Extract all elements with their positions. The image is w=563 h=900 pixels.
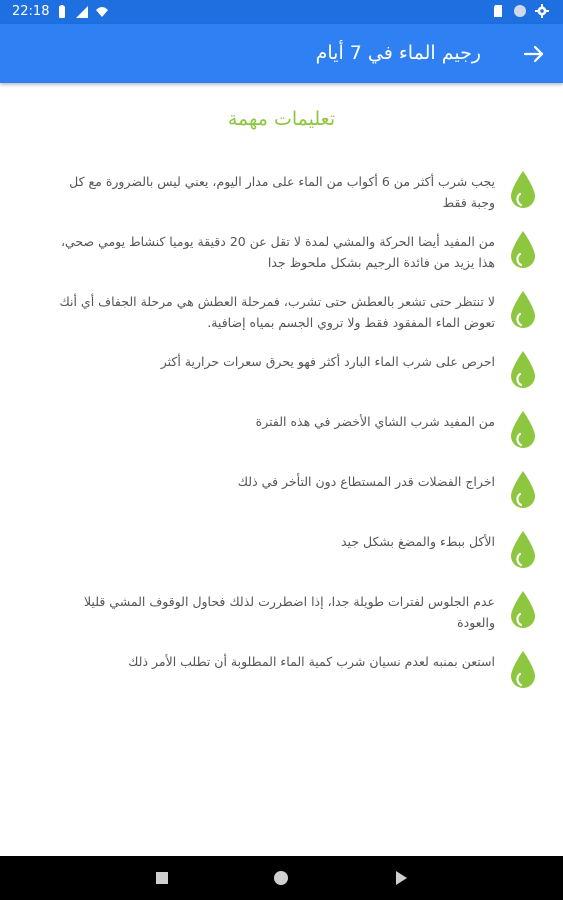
status-left <box>12 4 109 20</box>
status-bar <box>0 0 563 24</box>
signal-icon <box>75 5 89 19</box>
sd-card-icon <box>491 4 505 18</box>
tip-text: استعن بمنبه لعدم نسيان شرب كمية الماء المطلوبة أن تطلب الأمر ذلك <box>128 654 495 669</box>
app-bar <box>0 24 563 83</box>
home-circle-icon[interactable] <box>273 870 289 886</box>
tip-item <box>0 645 563 695</box>
section-title: تعليمات مهمة <box>227 108 336 130</box>
tip-item <box>0 405 563 455</box>
recents-square-icon[interactable] <box>154 870 170 886</box>
water-drop-icon <box>509 410 537 450</box>
app-title: رجيم الماء في 7 أيام <box>315 42 481 64</box>
water-drop-icon <box>509 530 537 570</box>
water-drop-icon <box>509 170 537 210</box>
water-drop-icon <box>509 350 537 390</box>
status-right <box>491 4 549 18</box>
battery-saver-icon <box>55 5 69 19</box>
tip-item <box>0 525 563 575</box>
wifi-icon <box>95 5 109 19</box>
water-drop-icon <box>509 230 537 270</box>
tip-text: عدم الجلوس لفترات طويلة جدا، إذا اضطررت لذلك فحاول الوقوف المشي قليلا والعودة <box>83 594 495 630</box>
tip-text: يجب شرب أكثر من 6 أكواب من الماء على مدار اليوم، يعني ليس بالضرورة مع كل وجبة فقط <box>69 174 495 210</box>
arrow-forward-icon[interactable] <box>521 41 547 67</box>
tip-item <box>0 465 563 515</box>
tip-item <box>0 285 563 335</box>
water-drop-icon <box>509 290 537 330</box>
tip-item <box>0 225 563 275</box>
gear-icon <box>535 4 549 18</box>
tip-text: من المفيد أيضا الحركة والمشي لمدة لا تقل عن 20 دقيقة يوميا كنشاط يومي صحي، هذا يزيد من فائدة الرجيم بشكل ملحوظ جدا <box>60 234 495 270</box>
back-triangle-icon[interactable] <box>393 870 409 886</box>
water-drop-icon <box>509 650 537 690</box>
status-time: 22:18 <box>12 4 50 19</box>
water-drop-icon <box>509 470 537 510</box>
tip-item <box>0 585 563 635</box>
tip-text: اخراج الفضلات قدر المستطاع دون التأخر في ذلك <box>237 474 495 489</box>
water-drop-icon <box>509 590 537 630</box>
tip-item <box>0 165 563 215</box>
tip-item <box>0 345 563 395</box>
tip-text: من المفيد شرب الشاي الأخضر في هذه الفترة <box>255 414 495 429</box>
tip-text: لا تنتظر حتى تشعر بالعطش حتى تشرب، فمرحلة العطش هي مرحلة الجفاف أي أنك تعوض الماء المفقود فقط ولا تروي الجسم بمياه إضافية. <box>59 294 495 330</box>
sync-circle-icon <box>513 4 527 18</box>
nav-bar <box>0 856 563 900</box>
tip-text: الأكل ببطء والمضغ بشكل جيد <box>340 534 495 549</box>
tip-text: احرص على شرب الماء البارد أكثر فهو يحرق سعرات حرارية أكثر <box>160 354 495 369</box>
